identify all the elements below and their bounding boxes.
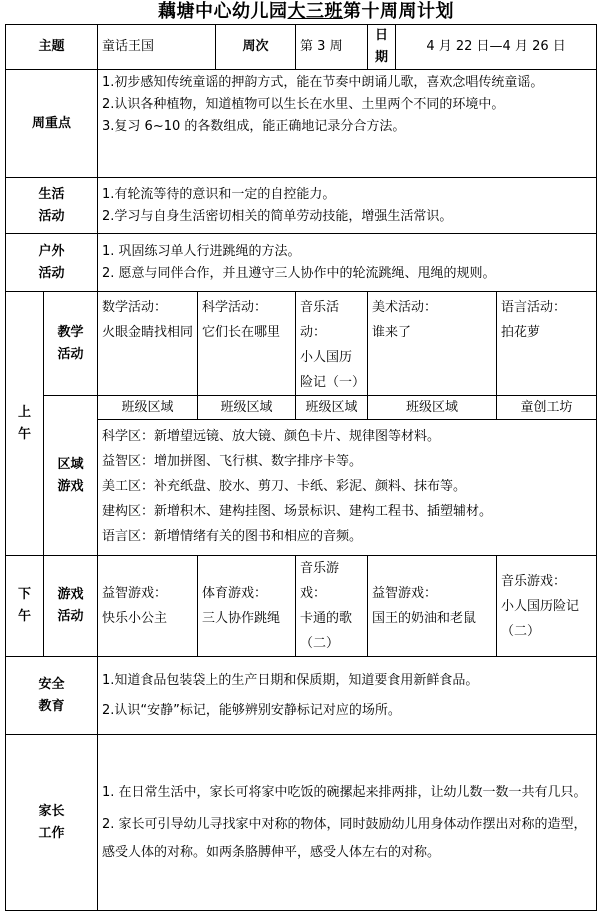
parents-row: [6, 735, 597, 911]
afternoon-row: [6, 556, 597, 657]
outdoor-activity-row: [6, 234, 597, 292]
safety-item: 1.知道食品包装袋上的生产日期和保质期，知道要食用新鲜食品。: [102, 672, 479, 688]
area-header: 班级区域: [368, 396, 497, 420]
week-label: 周次: [216, 25, 296, 70]
area-header: 班级区域: [198, 396, 296, 420]
area-header: 班级区域: [296, 396, 368, 420]
teaching-cell-1: 数学活动： 火眼金睛找相同: [98, 292, 198, 396]
game-cell-5: 音乐游戏： 小人国历险记（二）: [497, 556, 597, 657]
area-header: 童创工坊: [497, 396, 597, 420]
area-item: 建构区：新增积木、建构挂图、场景标识、建构工程书、插塑辅材。: [102, 504, 493, 519]
life-item: 2.学习与自身生活密切相关的简单劳动技能，增强生活常识。: [102, 208, 453, 224]
outdoor-item: 1. 巩固练习单人行进跳绳的方法。: [102, 243, 301, 259]
weekly-focus-row: [6, 70, 597, 178]
safety-row: [6, 657, 597, 735]
outdoor-activity-content: [98, 234, 597, 292]
teaching-cell-4: 美术活动： 谁来了: [368, 292, 497, 396]
game-cell-2: 体育游戏： 三人协作跳绳: [198, 556, 296, 657]
area-headers-row: [6, 396, 597, 420]
title-school: 藕塘中心幼儿园: [158, 1, 288, 22]
week-value: 第 3 周: [296, 25, 368, 70]
area-game-label: 区域 游戏: [44, 396, 98, 556]
teaching-cell-3: 音乐活动： 小人国历险记（一）: [296, 292, 368, 396]
theme-label: 主题: [6, 25, 98, 70]
safety-item: 2.认识“安静”标记，能够辨别安静标记对应的场所。: [102, 702, 401, 718]
parents-label: 家长 工作: [6, 735, 98, 911]
teaching-activity-label: 教学 活动: [44, 292, 98, 396]
outdoor-item: 2. 愿意与同伴合作，并且遵守三人协作中的轮流跳绳、甩绳的规则。: [102, 265, 496, 281]
title-class: 大三班: [287, 1, 343, 22]
game-activity-label: 游戏 活动: [44, 556, 98, 657]
area-game-content: [98, 420, 597, 556]
life-item: 1.有轮流等待的意识和一定的自控能力。: [102, 186, 336, 202]
game-cell-4: 益智游戏： 国王的奶油和老鼠: [368, 556, 497, 657]
game-cell-1: 益智游戏： 快乐小公主: [98, 556, 198, 657]
date-value: 4 月 22 日—4 月 26 日: [396, 25, 597, 70]
area-item: 益智区：增加拼图、飞行棋、数字排序卡等。: [102, 454, 363, 469]
morning-label: 上 午: [6, 292, 44, 556]
game-cell-3: 音乐游戏： 卡通的歌（二）: [296, 556, 368, 657]
theme-value: 童话王国: [98, 25, 216, 70]
focus-item: 3.复习 6~10 的各数组成，能正确地记录分合方法。: [102, 119, 406, 134]
focus-item: 1.初步感知传统童谣的押韵方式，能在节奏中朗诵儿歌，喜欢念唱传统童谣。: [102, 75, 544, 90]
area-item: 科学区：新增望远镜、放大镜、颜色卡片、规律图等材料。: [102, 429, 441, 444]
morning-teaching-row: [6, 292, 597, 396]
parents-item: 2. 家长可引导幼儿寻找家中对称的物体，同时鼓励幼儿用身体动作摆出对称的造型，感受人体的对称。如两条胳膊伸平，感受人体左右的对称。: [102, 816, 587, 860]
life-activity-label: 生活 活动: [6, 178, 98, 234]
weekly-focus-label: 周重点: [6, 70, 98, 178]
page-title: [0, 0, 612, 24]
weekly-plan-table: [5, 24, 597, 911]
teaching-cell-2: 科学活动： 它们长在哪里: [198, 292, 296, 396]
header-row: [6, 25, 597, 70]
area-header: 班级区域: [98, 396, 198, 420]
parents-item: 1. 在日常生活中，家长可将家中吃饭的碗摞起来排两排，让幼儿数一数一共有几只。: [102, 784, 587, 800]
outdoor-activity-label: 户外 活动: [6, 234, 98, 292]
life-activity-content: [98, 178, 597, 234]
safety-content: [98, 657, 597, 735]
focus-item: 2.认识各种植物，知道植物可以生长在水里、土里两个不同的环境中。: [102, 97, 505, 112]
teaching-cell-5: 语言活动： 拍花萝: [497, 292, 597, 396]
area-item: 语言区：新增情绪有关的图书和相应的音频。: [102, 529, 363, 544]
title-plan: 第十周周计划: [343, 1, 454, 22]
weekly-focus-content: [98, 70, 597, 178]
parents-content: [98, 735, 597, 911]
afternoon-label: 下 午: [6, 556, 44, 657]
life-activity-row: [6, 178, 597, 234]
date-label: 日期: [368, 25, 396, 70]
safety-label: 安全 教育: [6, 657, 98, 735]
area-item: 美工区：补充纸盘、胶水、剪刀、卡纸、彩泥、颜料、抹布等。: [102, 479, 467, 494]
